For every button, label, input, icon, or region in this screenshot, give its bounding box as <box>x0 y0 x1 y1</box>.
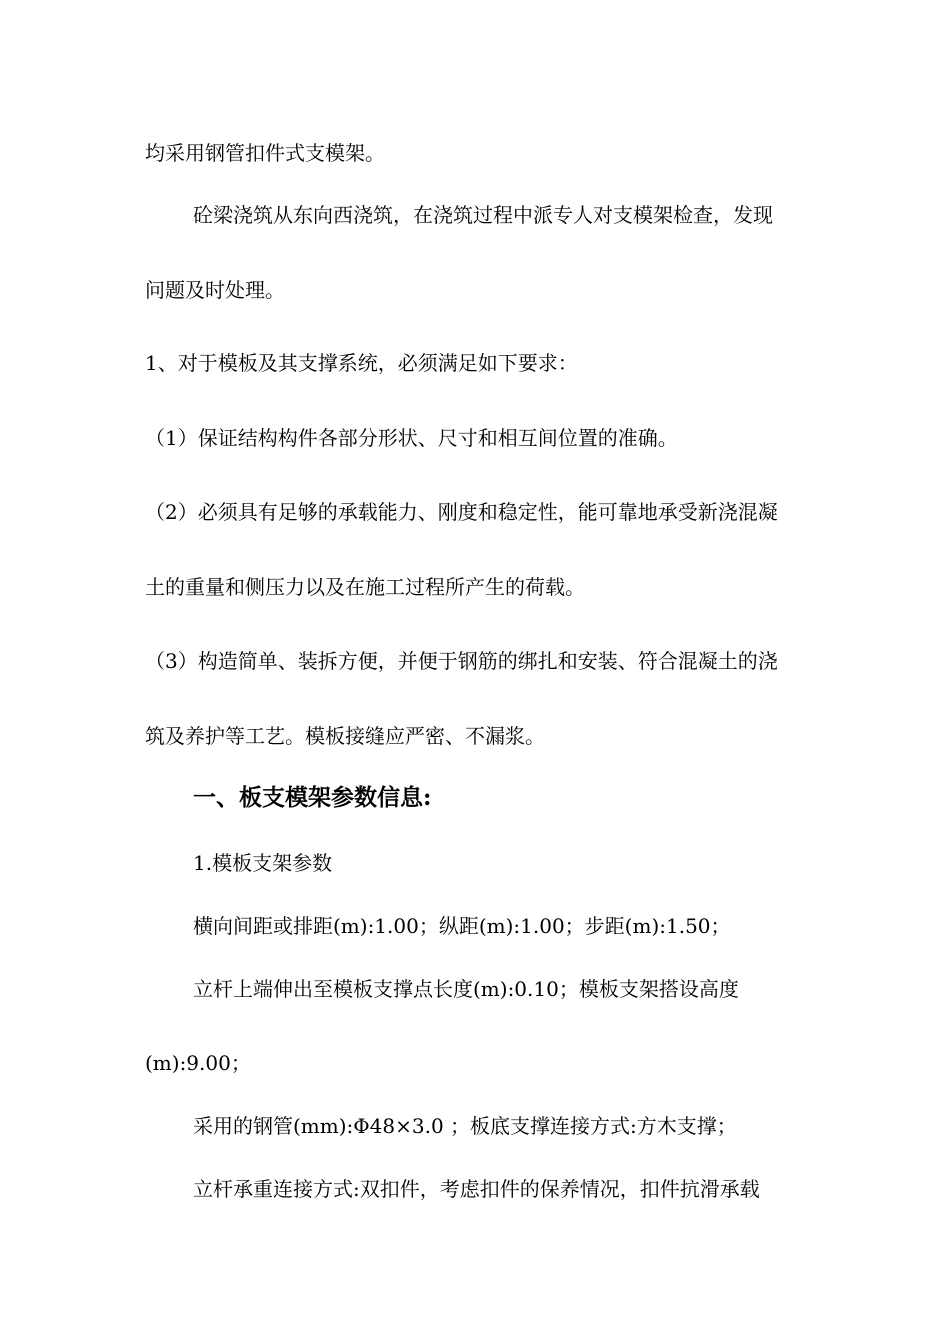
text-line-3: 问题及时处理。 <box>145 278 285 302</box>
text-line-14: (m):9.00； <box>145 1051 251 1075</box>
text-line-12: 横向间距或排距(m):1.00；纵距(m):1.00；步距(m):1.50； <box>193 914 731 938</box>
text-line-8: （3）构造简单、装拆方便，并便于钢筋的绑扎和安装、符合混凝土的浇 <box>145 649 778 673</box>
text-line-4: 1、对于模板及其支撑系统，必须满足如下要求： <box>145 351 578 375</box>
subsection-title: 1.模板支架参数 <box>193 851 333 875</box>
section-heading: 一、板支模架参数信息: <box>193 784 432 811</box>
text-line-9: 筑及养护等工艺。模板接缝应严密、不漏浆。 <box>145 724 545 748</box>
text-line-7: 土的重量和侧压力以及在施工过程所产生的荷载。 <box>145 575 585 599</box>
text-line-1: 均采用钢管扣件式支模架。 <box>145 141 385 165</box>
text-line-2: 砼梁浇筑从东向西浇筑，在浇筑过程中派专人对支模架检查，发现 <box>193 203 773 227</box>
text-line-16: 立杆承重连接方式:双扣件，考虑扣件的保养情况，扣件抗滑承载 <box>193 1177 760 1201</box>
text-line-15: 采用的钢管(mm):Φ48×3.0 ；板底支撑连接方式:方木支撑； <box>193 1114 737 1138</box>
text-line-6: （2）必须具有足够的承载能力、刚度和稳定性，能可靠地承受新浇混凝 <box>145 500 778 524</box>
text-line-5: （1）保证结构构件各部分形状、尺寸和相互间位置的准确。 <box>145 426 678 450</box>
text-line-13: 立杆上端伸出至模板支撑点长度(m):0.10；模板支架搭设高度 <box>193 977 739 1001</box>
